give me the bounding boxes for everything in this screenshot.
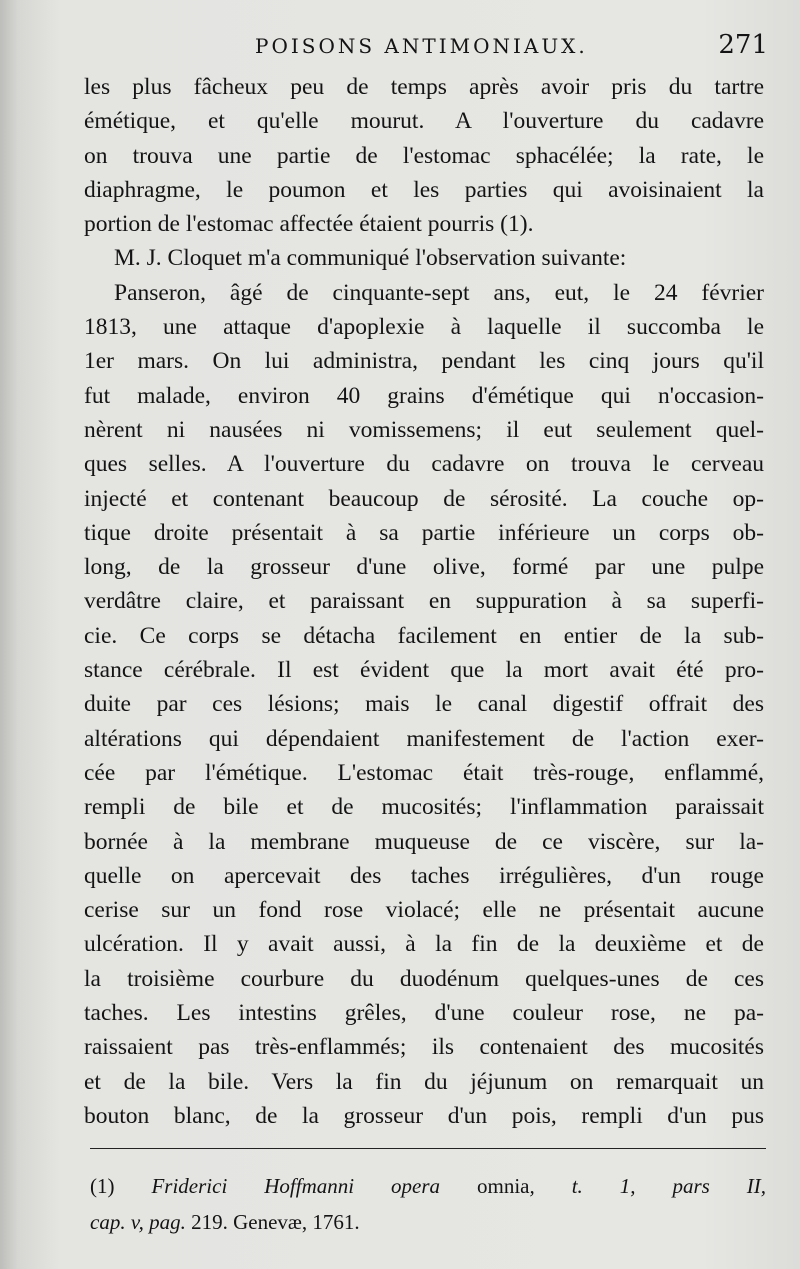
footnote-ref1: , t. 1, pars II, — [529, 1174, 767, 1198]
body-text — [84, 70, 764, 1133]
text-line: raissaient pas très-enflammés; ils contenaient des mucosités — [84, 1034, 764, 1061]
running-head-title: POISONS ANTIMONIAUX. — [255, 34, 588, 58]
text-line: stance cérébrale. Il est évident que la mort avait été pro- — [84, 657, 764, 684]
text-line: injecté et contenant beaucoup de sérosité. La couche op- — [84, 485, 764, 512]
text-line: taches. Les intestins grêles, d'une couleur rose, ne pa- — [84, 1000, 764, 1027]
text-line: les plus fâcheux peu de temps après avoir pris du tartre — [84, 74, 764, 100]
text-line: ques selles. A l'ouverture du cadavre on trouva le cerveau — [84, 451, 764, 478]
text-line: quelle on apercevait des taches irrégulières, d'un rouge — [84, 862, 764, 889]
text-line: 1813, une attaque d'apoplexie à laquelle il succomba le — [84, 314, 764, 341]
text-line: et de la bile. Vers la fin du jéjunum on remarquait un — [84, 1068, 764, 1095]
footnote-line-1 — [90, 1168, 766, 1204]
text-line: ulcération. Il y avait aussi, à la fin de la deuxième et de — [84, 931, 764, 958]
text-line: duite par ces lésions; mais le canal digestif offrait des — [84, 691, 764, 718]
text-line: bornée à la membrane muqueuse de ce viscère, sur la- — [84, 828, 764, 855]
text-line: cerise sur un fond rose violacé; elle ne présentait aucune — [84, 897, 764, 924]
footnote-marker: (1) — [90, 1174, 115, 1198]
footnote-ref2: 219. Genevæ, 1761. — [191, 1210, 360, 1234]
text-line: altérations qui dépendaient manifestement de l'action exer- — [84, 725, 764, 752]
text-line: diaphragme, le poumon et les parties qui avoisinaient la — [84, 176, 764, 203]
text-line: la troisième courbure du duodénum quelques-unes de ces — [84, 965, 764, 992]
text-line: émétique, et qu'elle mourut. A l'ouverture du cadavre — [84, 108, 764, 135]
page-number: 271 — [718, 30, 768, 60]
footnote — [90, 1168, 766, 1240]
footnote-line-2 — [90, 1204, 766, 1240]
text-line: cie. Ce corps se détacha facilement en entier de la sub- — [84, 622, 764, 649]
text-line: M. J. Cloquet m'a communiqué l'observation suivante: — [114, 245, 627, 272]
footnote-work: omnia — [477, 1174, 530, 1198]
footnote-author: Friderici Hoffmanni opera — [151, 1174, 441, 1198]
text-line: 1er mars. On lui administra, pendant les cinq jours qu'il — [84, 348, 764, 375]
footnote-rule — [90, 1148, 766, 1149]
text-line: cée par l'émétique. L'estomac était très-rouge, enflammé, — [84, 759, 764, 786]
text-line: rempli de bile et de mucosités; l'inflammation paraissait — [84, 794, 764, 821]
text-line: nèrent ni nausées ni vomissemens; il eut seulement quel- — [84, 416, 764, 443]
text-line: on trouva une partie de l'estomac sphacélée; la rate, le — [84, 142, 764, 169]
text-line: long, de la grosseur d'une olive, formé par une pulpe — [84, 554, 764, 581]
text-line: bouton blanc, de la grosseur d'un pois, rempli d'un pus — [84, 1102, 764, 1129]
footnote-ref2-italic: cap. v, pag. — [90, 1210, 186, 1234]
text-line: portion de l'estomac affectée étaient pourris (1). — [84, 211, 534, 238]
text-line: fut malade, environ 40 grains d'émétique qui n'occasion- — [84, 382, 764, 409]
text-line: tique droite présentait à sa partie inférieure un corps ob- — [84, 519, 764, 546]
running-head — [90, 30, 768, 64]
text-line: verdâtre claire, et paraissant en suppuration à sa superfi- — [84, 588, 764, 615]
text-line: Panseron, âgé de cinquante-sept ans, eut, le 24 février — [114, 279, 764, 306]
